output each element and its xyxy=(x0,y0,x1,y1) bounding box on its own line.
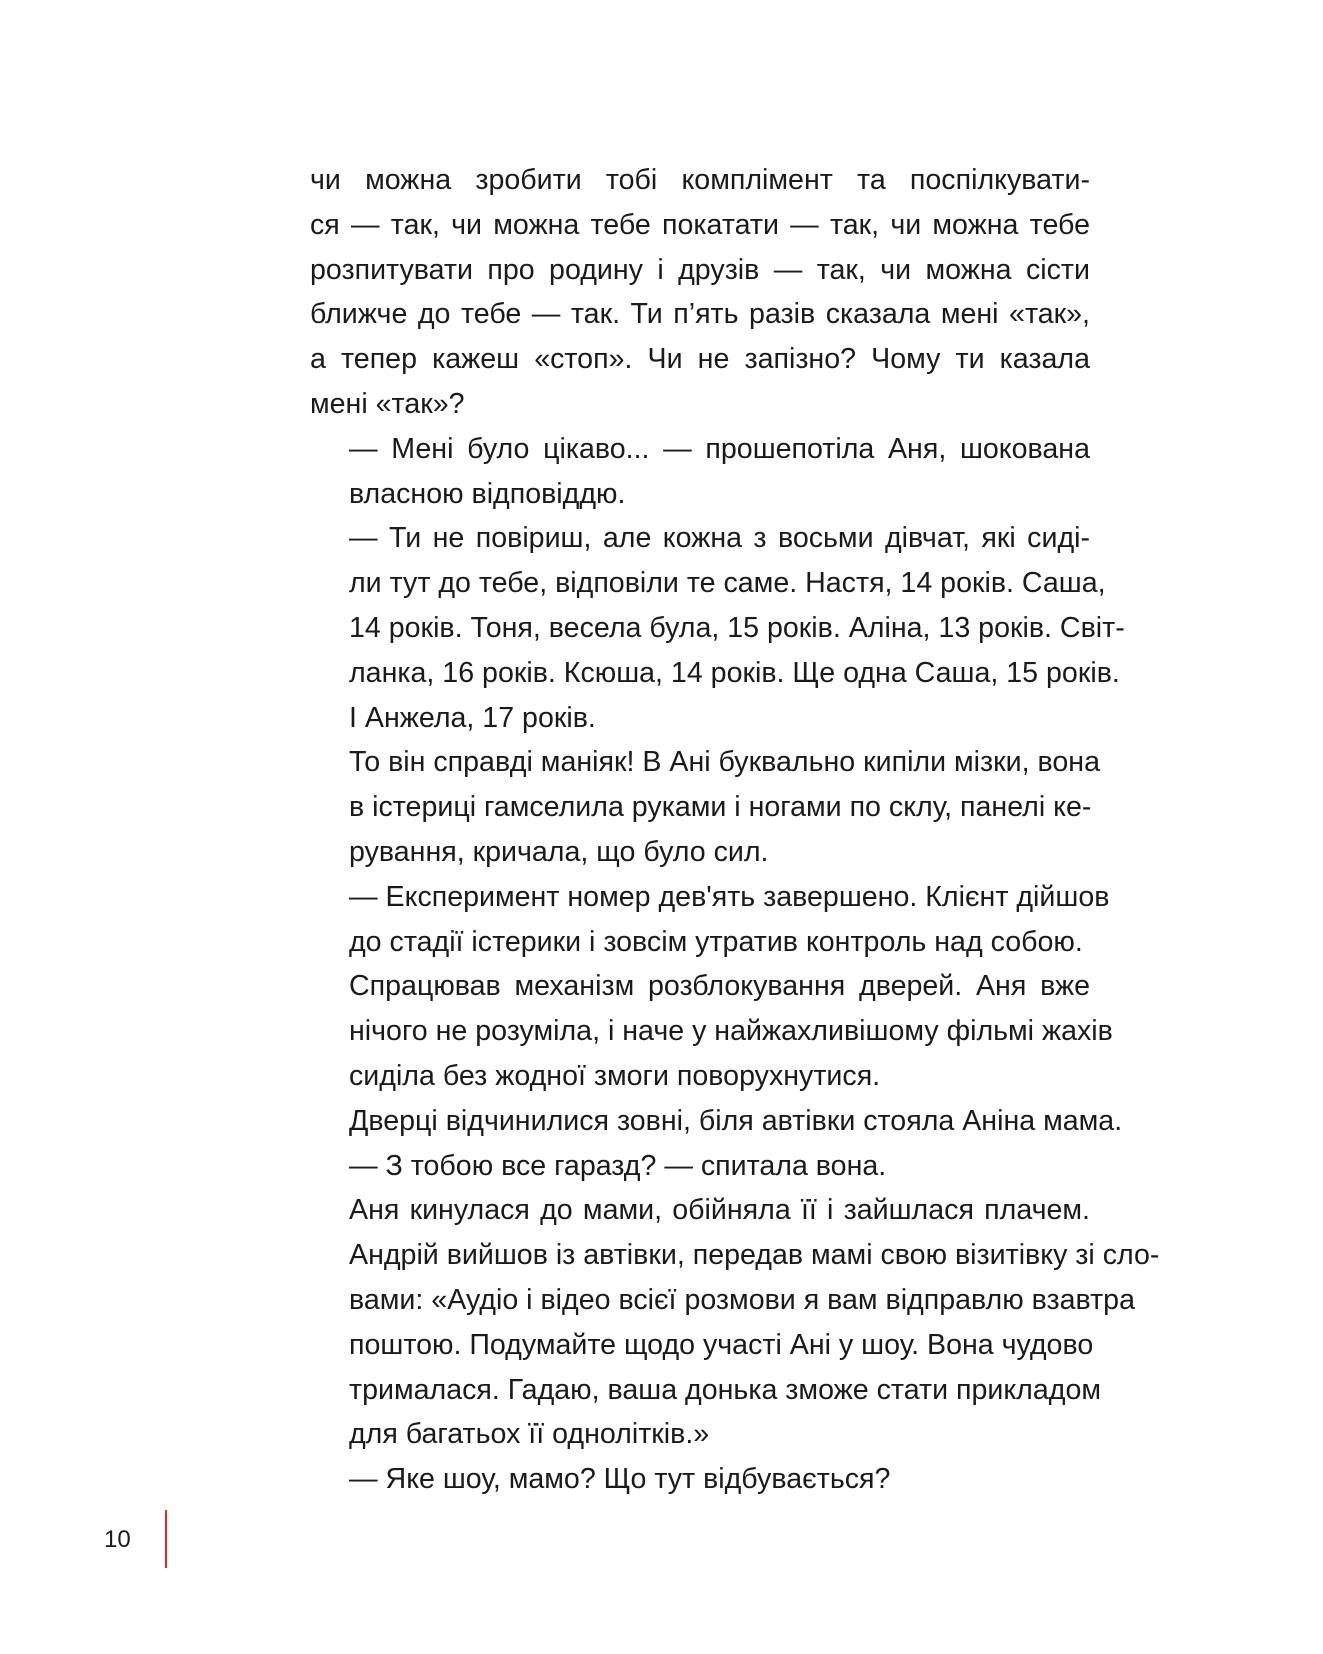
text-line: — Мені було цікаво... — прошепотіла Аня, шокована xyxy=(349,432,1090,465)
paragraph xyxy=(310,1457,1090,1502)
text-line: в істериці гамселила руками і ногами по склу, панелі ке- xyxy=(349,791,1092,824)
body-text xyxy=(310,158,1160,1502)
paragraph xyxy=(310,875,1110,965)
text-line: — Ти не повіриш, але кожна з восьми дівчат, які сиді- xyxy=(349,522,1090,555)
text-line: мені «так»? xyxy=(310,387,465,420)
text-line: поштою. Подумайте щодо участі Ані у шоу. Вона чудово xyxy=(349,1328,1094,1361)
paragraph xyxy=(310,1099,1123,1144)
text-line: Спрацював механізм розблокування дверей. Аня вже xyxy=(349,970,1090,1003)
text-line: до стадії істерики і зовсім утратив контроль над собою. xyxy=(349,925,1083,958)
text-line: — З тобою все гаразд? — спитала вона. xyxy=(349,1149,887,1182)
text-line: 14 років. Тоня, весела була, 15 років. Аліна, 13 років. Світ- xyxy=(349,611,1125,644)
text-line: чи можна зробити тобі комплімент та поспілкувати- xyxy=(310,164,1090,196)
text-line: ближче до тебе — так. Ти п’ять разів сказала мені «так», xyxy=(310,298,1090,331)
text-line: Андрій вийшов із автівки, передав мамі свою візитівку зі сло- xyxy=(349,1239,1160,1272)
text-line: рування, кричала, що було сил. xyxy=(349,835,769,868)
page-number-divider xyxy=(165,1510,167,1568)
text-line: Аня кинулася до мами, обійняла її і зайшлася плачем. xyxy=(349,1194,1090,1227)
text-line: трималася. Гадаю, ваша донька зможе стати прикладом xyxy=(349,1373,1102,1406)
paragraph xyxy=(310,427,1090,517)
paragraph xyxy=(310,964,1113,1098)
paragraph xyxy=(310,1144,1090,1189)
text-line: вами: «Аудіо і відео всієї розмови я вам відправлю взавтра xyxy=(349,1283,1135,1316)
text-line: — Яке шоу, мамо? Що тут відбувається? xyxy=(349,1463,891,1496)
text-line: І Анжела, 17 років. xyxy=(349,701,596,734)
text-line: ланка, 16 років. Ксюша, 14 років. Ще одна Саша, 15 років. xyxy=(349,656,1120,689)
text-line: власною відповіддю. xyxy=(349,477,626,510)
text-line: ли тут до тебе, відповіли те саме. Настя, 14 років. Саша, xyxy=(349,567,1106,600)
paragraph xyxy=(310,158,1090,427)
text-line: Дверці відчинилися зовні, біля автівки стояла Анінa мама. xyxy=(349,1104,1123,1137)
paragraph xyxy=(310,1188,1160,1457)
text-line: для багатьох її однолітків.» xyxy=(349,1418,710,1451)
text-line: нічого не розуміла, і наче у найжахливішому фільмі жахів xyxy=(349,1015,1113,1048)
text-line: То він справді маніяк! В Ані буквально кипіли мізки, вона xyxy=(349,746,1100,779)
text-line: а тепер кажеш «стоп». Чи не запізно? Чому ти казала xyxy=(310,343,1090,376)
page-number: 10 xyxy=(104,1526,131,1553)
text-line: розпитувати про родину і друзів — так, чи можна сісти xyxy=(310,253,1090,286)
text-line: ся — так, чи можна тебе покатати — так, чи можна тебе xyxy=(310,208,1090,241)
text-line: сиділа без жодної змоги поворухнутися. xyxy=(349,1059,881,1092)
paragraph xyxy=(310,740,1100,874)
text-line: — Експеримент номер дев'ять завершено. Клієнт дійшов xyxy=(349,880,1110,913)
paragraph xyxy=(310,516,1125,740)
